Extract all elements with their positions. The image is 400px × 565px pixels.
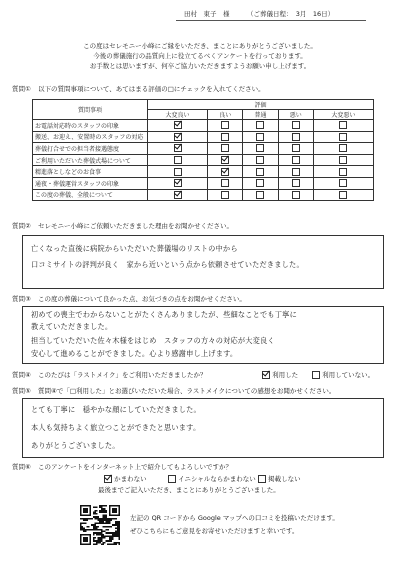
rating-table: [32, 99, 374, 201]
q4-used-label: 利用した: [272, 371, 299, 379]
closing-message: 最後までご記入いただき、まことにありがとうございました。: [98, 486, 280, 494]
rating-checkbox[interactable]: [174, 168, 182, 176]
rating-cell: [208, 120, 243, 132]
q1-label: 質問①: [12, 85, 31, 93]
qr-code[interactable]: [80, 505, 120, 545]
rating-checkbox[interactable]: [292, 168, 300, 176]
rating-cell: [313, 189, 373, 201]
rating-cell: [208, 154, 243, 166]
rating-checkbox[interactable]: [339, 133, 347, 141]
rating-cell: [208, 177, 243, 189]
rating-cell: [313, 166, 373, 178]
rating-cell: [278, 120, 313, 132]
rating-checkbox[interactable]: [339, 179, 347, 187]
q2-label: 質問②: [12, 222, 31, 230]
rating-cell: [278, 189, 313, 201]
rating-checkbox[interactable]: [339, 191, 347, 199]
q5-text: 質問④で「□利用した」とお選びいただいた場合、ラストメイクについての感想をお聞かせください。: [38, 387, 336, 395]
q6-initial-checkbox[interactable]: [168, 475, 176, 483]
q6-ok-checkbox[interactable]: [104, 475, 112, 483]
intro-line-2: 今後の葬儀施行の品質向上に役立てるべくアンケートを行っております。: [93, 52, 307, 60]
rating-checkbox[interactable]: [256, 156, 264, 164]
rating-header-0: 大変良い: [148, 110, 208, 120]
rating-checkbox[interactable]: [174, 156, 182, 164]
rating-cell: [278, 131, 313, 143]
rating-cell: [313, 154, 373, 166]
rating-checkbox[interactable]: [174, 191, 182, 199]
rating-checkbox[interactable]: [292, 156, 300, 164]
q4-option-used[interactable]: [262, 371, 298, 379]
q3-label: 質問③: [12, 295, 31, 303]
rating-cell: [313, 120, 373, 132]
table-row: [33, 189, 374, 201]
rating-cell: [148, 120, 208, 132]
q3-text: この度の葬儀について良かった点、お気づきの点をお聞かせください。: [38, 295, 246, 303]
question-item: 精進落としなどのお食事: [33, 166, 148, 178]
q3-answer-box[interactable]: [22, 306, 384, 364]
q6-no-label: 掲載しない: [268, 475, 301, 483]
table-row: [33, 120, 374, 132]
q6-label: 質問⑥: [12, 463, 31, 471]
rating-checkbox[interactable]: [292, 179, 300, 187]
col-rating-header: 評価: [148, 100, 374, 110]
rating-cell: [208, 189, 243, 201]
rating-cell: [278, 143, 313, 155]
q5-answer-line-3: ありがとうございました。: [31, 441, 120, 450]
rating-checkbox[interactable]: [339, 121, 347, 129]
rating-header-4: 大変悪い: [313, 110, 373, 120]
rating-checkbox[interactable]: [256, 144, 264, 152]
rating-cell: [278, 154, 313, 166]
rating-checkbox[interactable]: [256, 121, 264, 129]
rating-checkbox[interactable]: [339, 156, 347, 164]
rating-cell: [313, 131, 373, 143]
q5-answer-line-1: とても丁寧に 穏やかな顔にしていただきました。: [31, 405, 201, 414]
funeral-date: （ご葬儀日程： 3月 16日）: [247, 10, 335, 18]
rating-cell: [278, 166, 313, 178]
q2-answer-line-2: 口コミサイトの評判が良く 家から近いという点から依頼させていただきました。: [31, 260, 304, 269]
rating-cell: [243, 189, 278, 201]
q6-no-checkbox[interactable]: [258, 475, 266, 483]
rating-cell: [313, 143, 373, 155]
rating-cell: [148, 143, 208, 155]
rating-checkbox[interactable]: [256, 191, 264, 199]
q4-not-used-label: 利用していない。: [322, 371, 375, 379]
intro-line-3: お手数とは思いますが、何卒ご協力いただきますようお願い申し上げます。: [89, 62, 311, 70]
q3-answer-line-1: 初めての喪主でわからないことがたくさんありましたが、些細なことでも丁寧に: [31, 310, 297, 319]
rating-cell: [208, 166, 243, 178]
q5-answer-line-2: 本人も気持ちよく旅立つことができたと思います。: [31, 423, 201, 432]
q6-option-no[interactable]: [258, 475, 301, 483]
rating-checkbox[interactable]: [174, 121, 182, 129]
rating-checkbox[interactable]: [292, 144, 300, 152]
q3-answer-line-3: 担当していただいた佐々木様をはじめ スタッフの方々の対応が大変良く: [31, 336, 275, 345]
rating-cell: [148, 177, 208, 189]
table-row: [33, 177, 374, 189]
rating-checkbox[interactable]: [221, 144, 229, 152]
q4-option-not-used[interactable]: [312, 371, 374, 379]
rating-cell: [243, 120, 278, 132]
question-item: 通夜・葬儀運営スタッフの印象: [33, 177, 148, 189]
col-items-header: 質問事項: [33, 100, 148, 120]
rating-cell: [148, 166, 208, 178]
q3-answer-line-4: 安心して進めることができました。心より感謝申し上げます。: [31, 349, 238, 358]
rating-cell: [243, 131, 278, 143]
rating-cell: [278, 177, 313, 189]
intro-line-1: この度はセレモニー小峰にご縁をいただき、まことにありがとうございました。: [83, 42, 317, 50]
rating-cell: [148, 189, 208, 201]
rating-cell: [243, 166, 278, 178]
q5-label: 質問⑤: [12, 387, 31, 395]
header-underline: [176, 20, 366, 21]
q6-text: このアンケートをインターネット上で紹介してもよろしいですか？: [38, 463, 233, 471]
rating-checkbox[interactable]: [256, 133, 264, 141]
table-row: [33, 131, 374, 143]
footer-line-1: 左記の QR コードから Google マップへの口コミを投稿いただけます。: [130, 514, 339, 522]
q2-answer-line-1: 亡くなった直後に病院からいただいた葬儀場のリストの中から: [31, 244, 238, 253]
rating-cell: [243, 154, 278, 166]
rating-checkbox[interactable]: [174, 144, 182, 152]
rating-cell: [243, 177, 278, 189]
rating-cell: [148, 154, 208, 166]
question-item: 搬送、お迎え、安置時のスタッフの対応: [33, 131, 148, 143]
question-item: 葬儀打合せでの担当者接遇態度: [33, 143, 148, 155]
table-row: [33, 166, 374, 178]
rating-checkbox[interactable]: [221, 179, 229, 187]
rating-checkbox[interactable]: [221, 156, 229, 164]
customer-name: 田村 東子 様: [184, 10, 230, 18]
question-item: お電話対応時のスタッフの印象: [33, 120, 148, 132]
rating-checkbox[interactable]: [221, 121, 229, 129]
q6-ok-label: かまわない: [114, 475, 147, 483]
table-row: [33, 143, 374, 155]
rating-header-3: 悪い: [278, 110, 313, 120]
q6-option-ok[interactable]: [104, 475, 147, 483]
rating-cell: [243, 143, 278, 155]
rating-header-1: 良い: [208, 110, 243, 120]
q4-not-used-checkbox[interactable]: [312, 371, 320, 379]
rating-checkbox[interactable]: [221, 168, 229, 176]
q4-label: 質問④: [12, 371, 31, 379]
q6-initial-label: イニシャルならかまわない: [178, 475, 256, 483]
q4-used-checkbox[interactable]: [262, 371, 270, 379]
table-row: [33, 154, 374, 166]
rating-checkbox[interactable]: [292, 121, 300, 129]
q1-text: 以下の質問事項について、あてはまる評価の□にチェックを入れてください。: [38, 85, 265, 93]
rating-checkbox[interactable]: [221, 133, 229, 141]
q3-answer-line-2: 教えていただきました。: [31, 322, 113, 331]
rating-checkbox[interactable]: [221, 191, 229, 199]
q2-answer-box[interactable]: [22, 235, 384, 289]
rating-checkbox[interactable]: [292, 133, 300, 141]
rating-checkbox[interactable]: [174, 133, 182, 141]
rating-checkbox[interactable]: [292, 191, 300, 199]
q5-answer-box[interactable]: [22, 398, 384, 458]
rating-checkbox[interactable]: [174, 179, 182, 187]
rating-header-2: 普通: [243, 110, 278, 120]
q2-text: セレモニー小峰にご依頼いただきました理由をお聞かせください。: [38, 222, 233, 230]
rating-checkbox[interactable]: [339, 144, 347, 152]
rating-cell: [208, 131, 243, 143]
rating-checkbox[interactable]: [256, 179, 264, 187]
q4-text: このたびは「ラストメイク」をご利用いただきましたか？: [38, 371, 207, 379]
rating-checkbox[interactable]: [256, 168, 264, 176]
question-item: ご利用いただいた葬儀式場について: [33, 154, 148, 166]
question-item: この度の葬儀、全般について: [33, 189, 148, 201]
rating-checkbox[interactable]: [339, 168, 347, 176]
footer-line-2: ぜひこちらにもご意見をお寄せいただけますと幸いです。: [130, 527, 299, 535]
rating-cell: [313, 177, 373, 189]
q6-option-initial[interactable]: [168, 475, 256, 483]
